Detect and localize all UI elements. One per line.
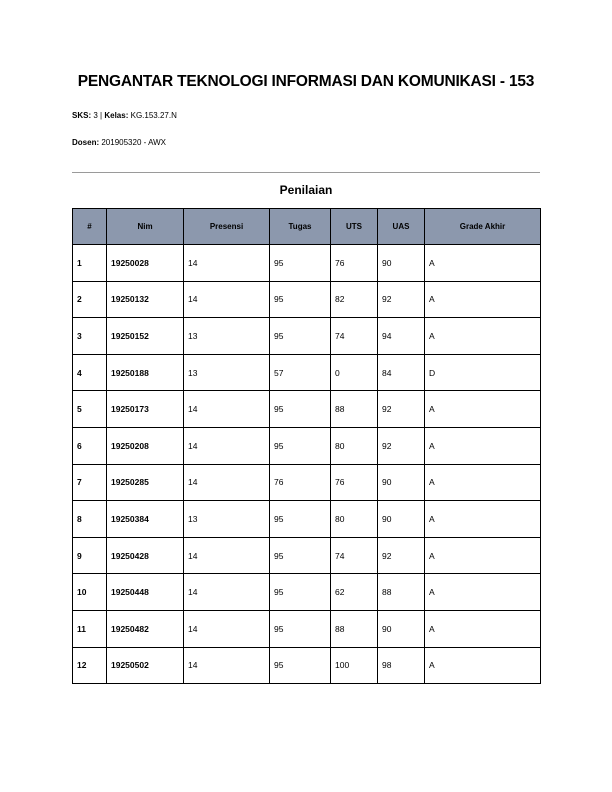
uas-cell: 90	[378, 245, 425, 282]
grade-cell: A	[425, 245, 541, 282]
row-number: 11	[73, 610, 107, 647]
tugas-cell: 95	[270, 537, 331, 574]
nim-cell: 19250152	[107, 318, 184, 355]
row-number: 10	[73, 574, 107, 611]
tugas-cell: 95	[270, 427, 331, 464]
kelas-label: Kelas:	[104, 111, 129, 120]
nim-cell: 19250285	[107, 464, 184, 501]
row-number: 7	[73, 464, 107, 501]
grade-cell: A	[425, 427, 541, 464]
dosen-value: 201905320 - AWX	[101, 138, 166, 147]
tugas-cell: 76	[270, 464, 331, 501]
nim-cell: 19250428	[107, 537, 184, 574]
uas-cell: 92	[378, 537, 425, 574]
presensi-cell: 14	[184, 610, 270, 647]
presensi-cell: 14	[184, 574, 270, 611]
row-number: 1	[73, 245, 107, 282]
uas-cell: 98	[378, 647, 425, 684]
grade-cell: A	[425, 537, 541, 574]
table-row	[73, 501, 541, 538]
uas-cell: 90	[378, 464, 425, 501]
header-presensi: Presensi	[184, 209, 270, 245]
uts-cell: 100	[331, 647, 378, 684]
tugas-cell: 95	[270, 281, 331, 318]
row-number: 5	[73, 391, 107, 428]
nim-cell: 19250028	[107, 245, 184, 282]
table-row	[73, 647, 541, 684]
grade-cell: A	[425, 501, 541, 538]
uas-cell: 92	[378, 391, 425, 428]
uts-cell: 76	[331, 245, 378, 282]
uts-cell: 74	[331, 318, 378, 355]
tugas-cell: 95	[270, 245, 331, 282]
nim-cell: 19250384	[107, 501, 184, 538]
tugas-cell: 57	[270, 354, 331, 391]
uts-cell: 80	[331, 427, 378, 464]
uas-cell: 90	[378, 610, 425, 647]
table-row	[73, 391, 541, 428]
table-row	[73, 610, 541, 647]
row-number: 12	[73, 647, 107, 684]
uts-cell: 80	[331, 501, 378, 538]
nim-cell: 19250132	[107, 281, 184, 318]
table-row	[73, 427, 541, 464]
header-grade-akhir: Grade Akhir	[425, 209, 541, 245]
table-header-row	[73, 209, 541, 245]
nim-cell: 19250448	[107, 574, 184, 611]
table-row	[73, 318, 541, 355]
header-tugas: Tugas	[270, 209, 331, 245]
page-title: PENGANTAR TEKNOLOGI INFORMASI DAN KOMUNIKASI - 153	[77, 73, 535, 90]
separator: |	[100, 111, 103, 120]
divider	[72, 172, 540, 173]
presensi-cell: 13	[184, 354, 270, 391]
row-number: 3	[73, 318, 107, 355]
tugas-cell: 95	[270, 391, 331, 428]
grade-cell: D	[425, 354, 541, 391]
tugas-cell: 95	[270, 574, 331, 611]
sks-label: SKS:	[72, 111, 92, 120]
dosen-label: Dosen:	[72, 138, 100, 147]
nim-cell: 19250188	[107, 354, 184, 391]
row-number: 2	[73, 281, 107, 318]
uas-cell: 92	[378, 281, 425, 318]
grade-cell: A	[425, 281, 541, 318]
uts-cell: 62	[331, 574, 378, 611]
presensi-cell: 14	[184, 391, 270, 428]
uts-cell: 88	[331, 391, 378, 428]
presensi-cell: 14	[184, 427, 270, 464]
grade-cell: A	[425, 647, 541, 684]
nim-cell: 19250482	[107, 610, 184, 647]
lecturer-info	[72, 138, 166, 147]
uas-cell: 84	[378, 354, 425, 391]
nim-cell: 19250173	[107, 391, 184, 428]
sks-value: 3	[93, 111, 98, 120]
grade-cell: A	[425, 391, 541, 428]
grade-cell: A	[425, 574, 541, 611]
course-info	[72, 111, 177, 120]
presensi-cell: 14	[184, 281, 270, 318]
presensi-cell: 14	[184, 464, 270, 501]
grade-cell: A	[425, 464, 541, 501]
presensi-cell: 14	[184, 245, 270, 282]
presensi-cell: 14	[184, 537, 270, 574]
uts-cell: 82	[331, 281, 378, 318]
nim-cell: 19250502	[107, 647, 184, 684]
tugas-cell: 95	[270, 647, 331, 684]
tugas-cell: 95	[270, 501, 331, 538]
nim-cell: 19250208	[107, 427, 184, 464]
presensi-cell: 13	[184, 318, 270, 355]
header-nim: Nim	[107, 209, 184, 245]
grade-cell: A	[425, 610, 541, 647]
table-row	[73, 574, 541, 611]
uts-cell: 76	[331, 464, 378, 501]
row-number: 4	[73, 354, 107, 391]
uas-cell: 94	[378, 318, 425, 355]
uas-cell: 90	[378, 501, 425, 538]
grades-table	[72, 208, 541, 684]
table-row	[73, 281, 541, 318]
presensi-cell: 13	[184, 501, 270, 538]
presensi-cell: 14	[184, 647, 270, 684]
header-uts: UTS	[331, 209, 378, 245]
uts-cell: 0	[331, 354, 378, 391]
table-row	[73, 464, 541, 501]
uts-cell: 88	[331, 610, 378, 647]
uts-cell: 74	[331, 537, 378, 574]
header-number: #	[73, 209, 107, 245]
grade-cell: A	[425, 318, 541, 355]
tugas-cell: 95	[270, 318, 331, 355]
kelas-value: KG.153.27.N	[130, 111, 177, 120]
table-row	[73, 537, 541, 574]
row-number: 6	[73, 427, 107, 464]
uas-cell: 92	[378, 427, 425, 464]
table-row	[73, 245, 541, 282]
uas-cell: 88	[378, 574, 425, 611]
table-body	[73, 245, 541, 684]
header-uas: UAS	[378, 209, 425, 245]
row-number: 9	[73, 537, 107, 574]
table-row	[73, 354, 541, 391]
section-title: Penilaian	[279, 183, 333, 197]
row-number: 8	[73, 501, 107, 538]
tugas-cell: 95	[270, 610, 331, 647]
